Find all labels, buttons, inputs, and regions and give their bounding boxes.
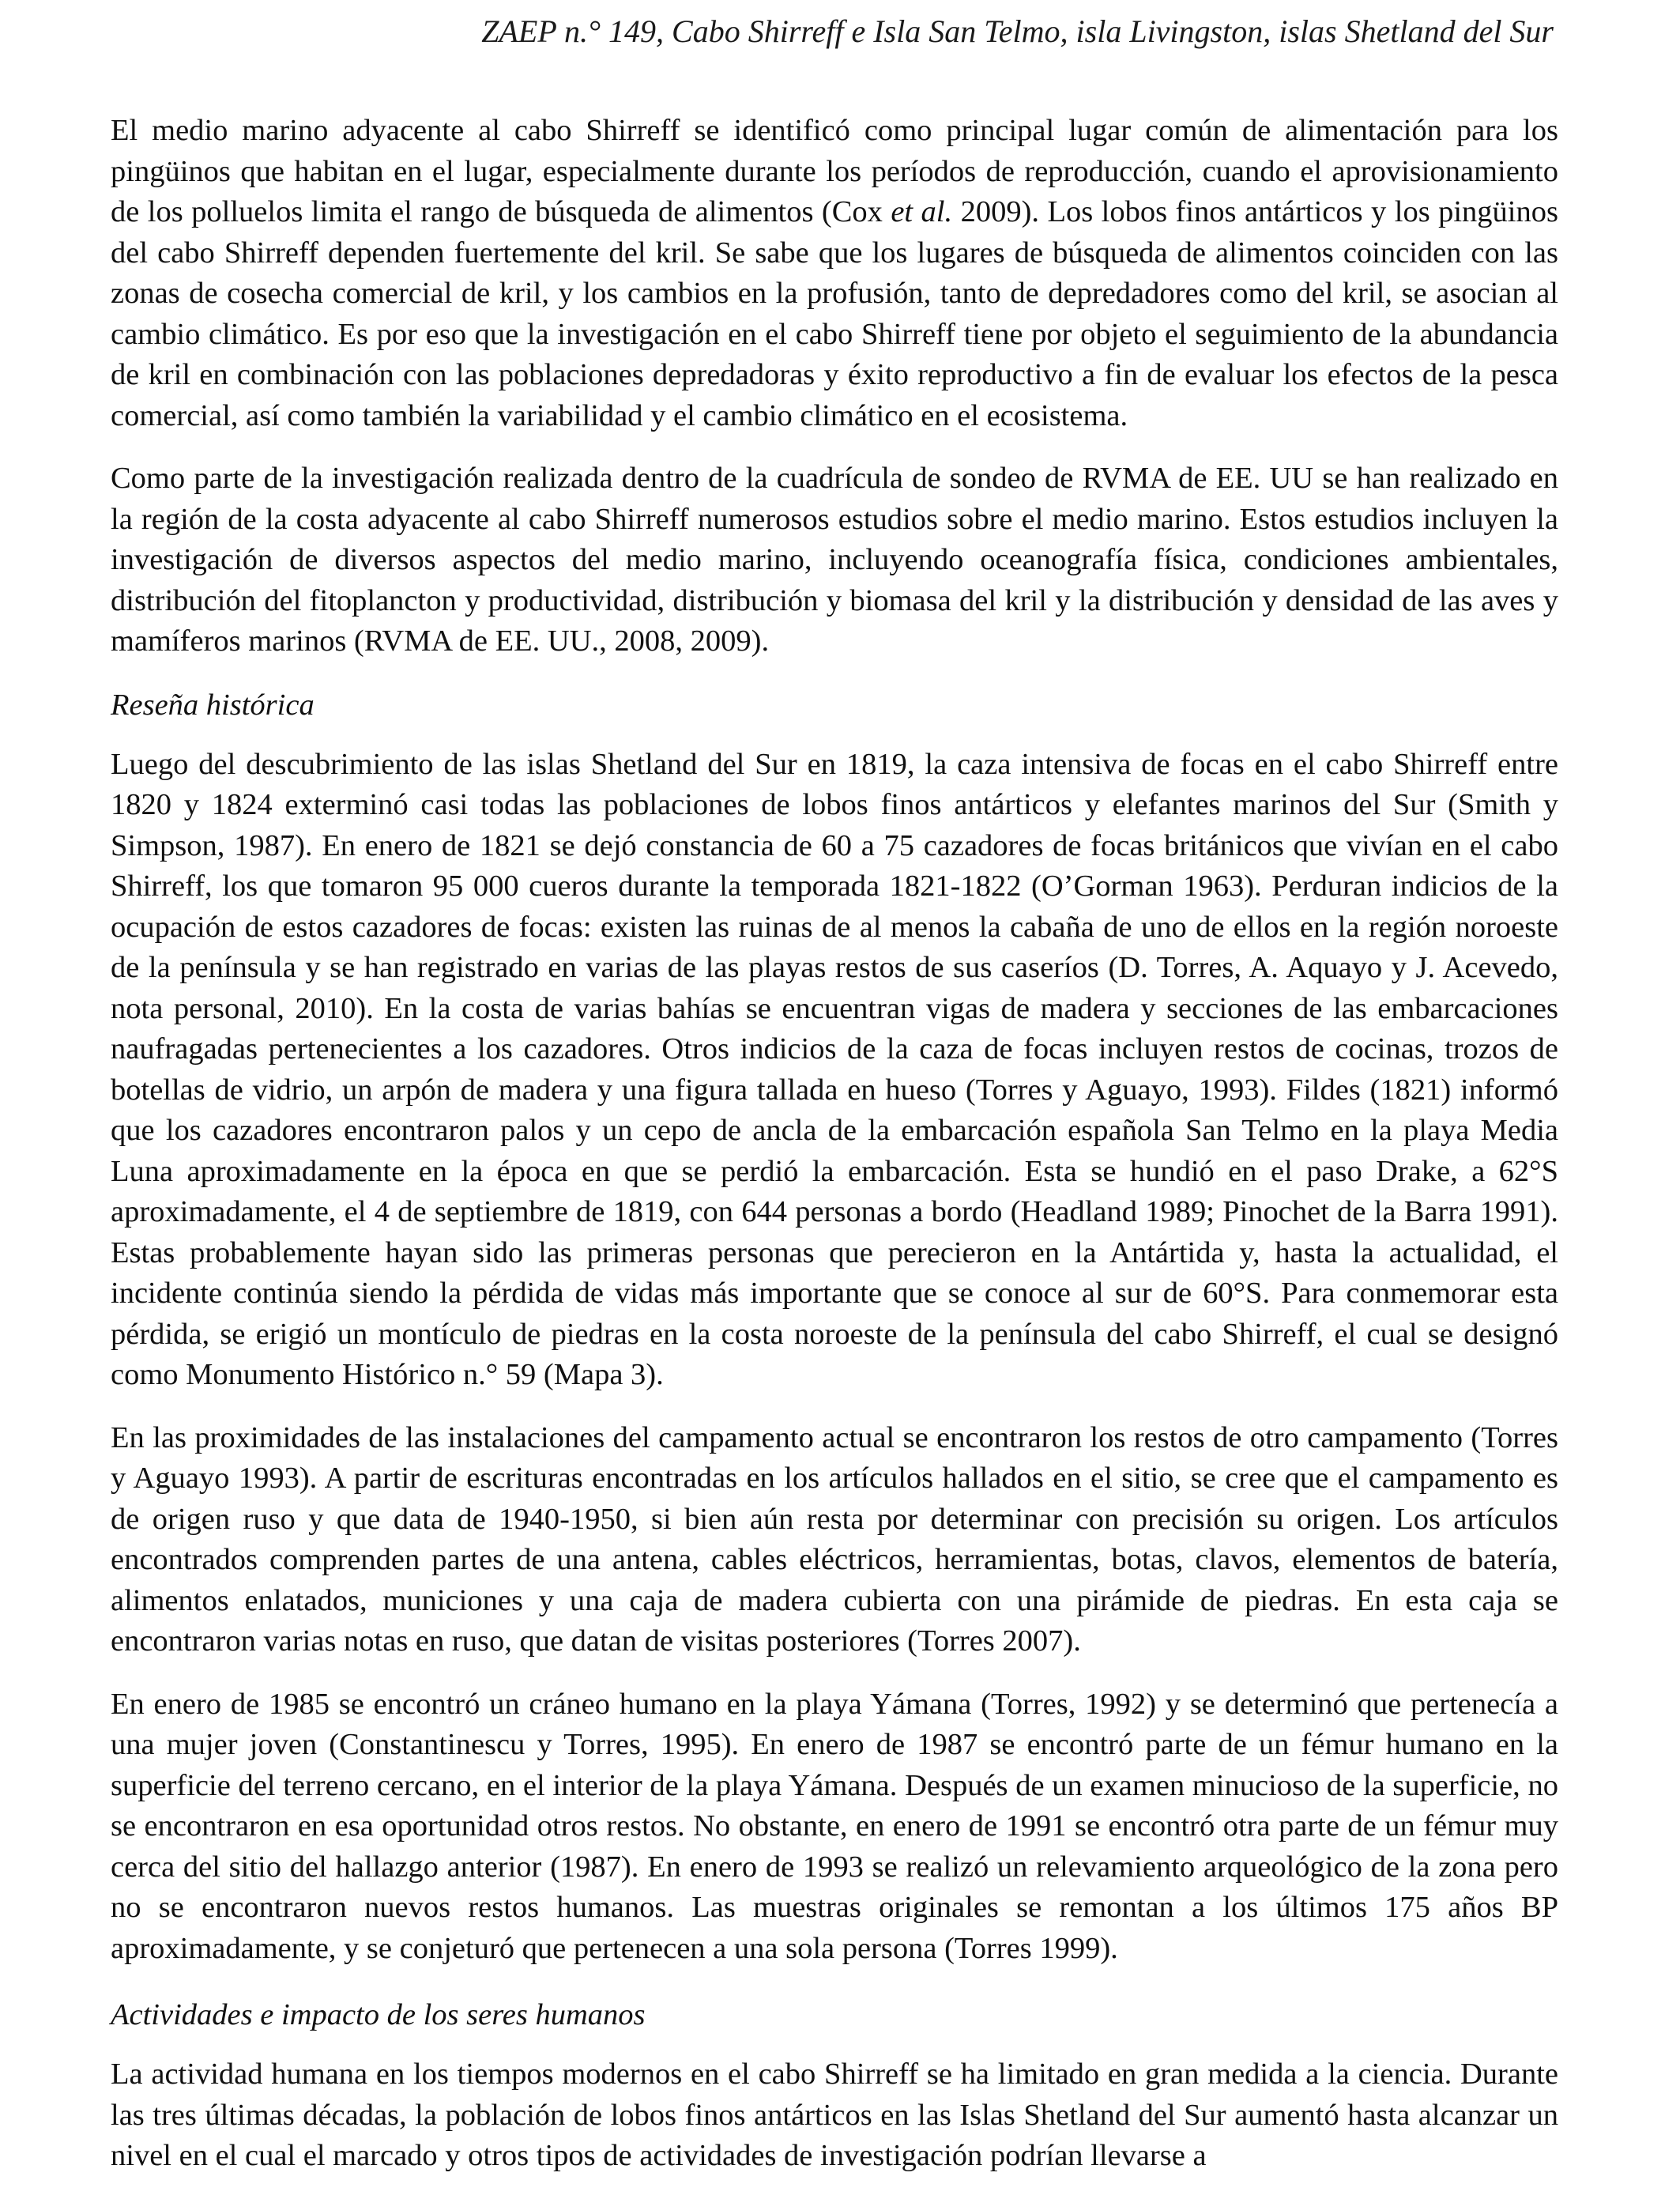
- paragraph-text: 2009). Los lobos finos antárticos y los pingüinos del cabo Shirreff dependen fuertemente del kril. Se sabe que los lugares de búsqueda de alimentos coinciden con las zonas de cosecha comercial de kril, y los cambios en la profusión, tanto de depredadores como del kril, se asocian al cambio climático. Es por eso que la investigación en el cabo Shirreff tiene por objeto el seguimiento de la abundancia de kril en combinación con las poblaciones depredadoras y éxito reproductivo a fin de evaluar los efectos de la pesca comercial, así como también la variabilidad y el cambio climático en el ecosistema.: [111, 195, 1558, 432]
- document-body: [111, 111, 1558, 2199]
- section-heading-human-activities: Actividades e impacto de los seres humanos: [111, 1998, 646, 2031]
- paragraph-russian-camp: En las proximidades de las instalaciones del campamento actual se encontraron los restos de otro campamento (Torres y Aguayo 1993). A partir de escrituras encontradas en los artículos hallados en el sitio, se cree que el campamento es de origen ruso y que data de 1940-1950, si bien aún resta por determinar con precisión su origen. Los artículos encontrados comprenden partes de una antena, cables eléctricos, herramientas, botas, clavos, elementos de batería, alimentos enlatados, municiones y una caja de madera cubierta con una pirámide de piedras. En esta caja se encontraron varias notas en ruso, que datan de visitas posteriores (Torres 2007).: [111, 1420, 1558, 1658]
- citation-et-al: et al.: [891, 195, 953, 228]
- running-header: ZAEP n.° 149, Cabo Shirreff e Isla San Telmo, isla Livingston, islas Shetland del Sur: [481, 13, 1554, 49]
- paragraph-human-remains: En enero de 1985 se encontró un cráneo humano en la playa Yámana (Torres, 1992) y se determinó que pertenecía a una mujer joven (Constantinescu y Torres, 1995). En enero de 1987 se encontró parte de un fémur humano en la superficie del terreno cercano, en el interior de la playa Yámana. Después de un examen minucioso de la superficie, no se encontraron en esa oportunidad otros restos. No obstante, en enero de 1991 se encontró otra parte de un fémur muy cerca del sitio del hallazgo anterior (1987). En enero de 1993 se realizó un relevamiento arqueológico de la zona pero no se encontraron nuevos restos humanos. Las muestras originales se remontan a los últimos 175 años BP aproximadamente, y se conjeturó que pertenecen a una sola persona (Torres 1999).: [111, 1687, 1558, 1965]
- section-heading-historical-review: Reseña histórica: [111, 688, 315, 722]
- paragraph-text: El medio marino adyacente al cabo Shirreff se identificó como principal lugar común de alimentación para los pingüinos que habitan en el lugar, especialmente durante los períodos de reproducción, cuando el aprovisionamiento de los polluelos limita el rango de búsqueda de alimentos (Cox: [111, 114, 1558, 228]
- paragraph-sealing-history: Luego del descubrimiento de las islas Shetland del Sur en 1819, la caza intensiva de focas en el cabo Shirreff entre 1820 y 1824 exterminó casi todas las poblaciones de lobos finos antárticos y elefantes marinos del Sur (Smith y Simpson, 1987). En enero de 1821 se dejó constancia de 60 a 75 cazadores de focas británicos que vivían en el cabo Shirreff, los que tomaron 95 000 cueros durante la temporada 1821-1822 (O’Gorman 1963). Perduran indicios de la ocupación de estos cazadores de focas: existen las ruinas de al menos la cabaña de uno de ellos en la región noroeste de la península y se han registrado en varias de las playas restos de sus caseríos (D. Torres, A. Aquayo y J. Acevedo, nota personal, 2010). En la costa de varias bahías se encuentran vigas de madera y secciones de las embarcaciones naufragadas pertenecientes a los cazadores. Otros indicios de la caza de focas incluyen restos de cocinas, trozos de botellas de vidrio, un arpón de madera y una figura tallada en hueso (Torres y Aguayo, 1993). Fildes (1821) informó que los cazadores encontraron palos y un cepo de ancla de la embarcación española San Telmo en la playa Media Luna aproximadamente en la época en que se perdió la embarcación. Esta se hundió en el paso Drake, a 62°S aproximadamente, el 4 de septiembre de 1819, con 644 personas a bordo (Headland 1989; Pinochet de la Barra 1991). Estas probablemente hayan sido las primeras personas que perecieron en la Antártida y, hasta la actualidad, el incidente continúa siendo la pérdida de vidas más importante que se conoce al sur de 60°S. Para conmemorar esta pérdida, se erigió un montículo de piedras en la costa noroeste de la península del cabo Shirreff, el cual se designó como Monumento Histórico n.° 59 (Mapa 3).: [111, 747, 1558, 1391]
- paragraph-marine-environment: [111, 111, 1558, 436]
- paragraph-modern-activity: La actividad humana en los tiempos modernos en el cabo Shirreff se ha limitado en gran medida a la ciencia. Durante las tres últimas décadas, la población de lobos finos antárticos en las Islas Shetland del Sur aumentó hasta alcanzar un nivel en el cual el marcado y otros tipos de actividades de investigación podrían llevarse a: [111, 2058, 1558, 2172]
- paragraph-rvma-studies: Como parte de la investigación realizada dentro de la cuadrícula de sondeo de RVMA de EE. UU se han realizado en la región de la costa adyacente al cabo Shirreff numerosos estudios sobre el medio marino. Estos estudios incluyen la investigación de diversos aspectos del medio marino, incluyendo oceanografía física, condiciones ambientales, distribución del fitoplancton y productividad, distribución y biomasa del kril y la distribución y densidad de las aves y mamíferos marinos (RVMA de EE. UU., 2008, 2009).: [111, 462, 1558, 658]
